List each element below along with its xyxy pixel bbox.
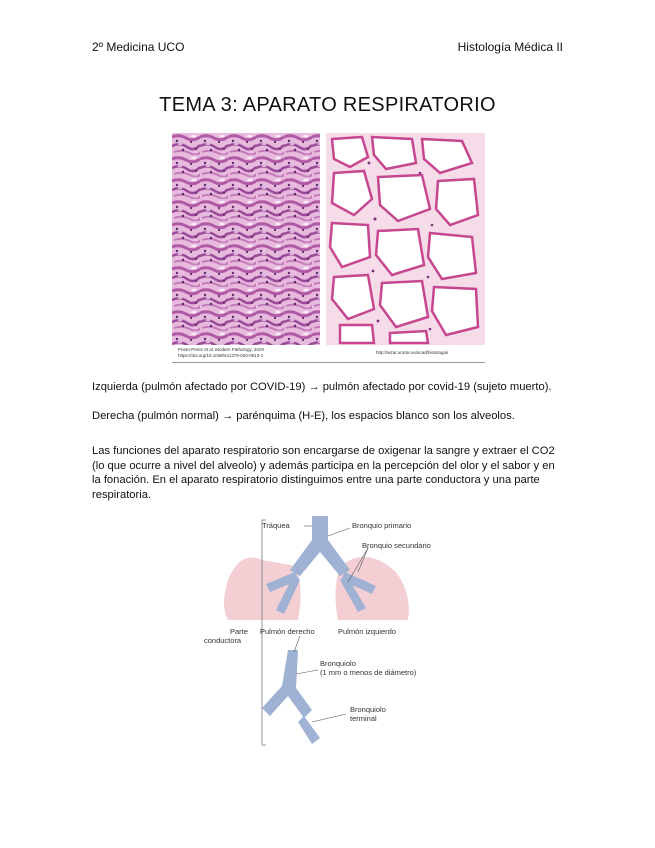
header-course: 2º Medicina UCO	[92, 40, 185, 54]
page-title: TEMA 3: APARATO RESPIRATORIO	[159, 94, 496, 116]
label-secondary-bronchus: Bronquio secundario	[362, 541, 431, 550]
figure-divider	[172, 362, 485, 363]
figure-caption-left	[178, 347, 264, 359]
terminal-bronchiole-shape	[298, 716, 320, 744]
label-trachea: Tráquea	[262, 521, 290, 530]
paragraph-left-description: Izquierda (pulmón afectado por COVID-19) → pulmón afectado por covid-19 (sujeto muerto).	[92, 381, 552, 393]
label-bronchiole-1: Bronquiolo	[320, 659, 356, 668]
normal-lung-image	[326, 133, 485, 345]
label-terminal-bronchiole-1: Bronquiolo	[350, 705, 386, 714]
paragraph-right-description: Derecha (pulmón normal) → parénquima (H-E), los espacios blanco son los alveolos.	[92, 410, 515, 422]
figure-caption-right: http://wzar.unizar.es/acad/histologia/	[376, 350, 449, 355]
histology-figure	[172, 133, 485, 366]
label-terminal-bronchiole-2: terminal	[350, 714, 377, 723]
label-bronchiole-2: (1 mm o menos de diámetro)	[320, 668, 417, 677]
label-left-lung: Pulmón izquierdo	[338, 627, 396, 636]
label-right-lung: Pulmón derecho	[260, 627, 315, 636]
label-conducting-part-1: Parte	[230, 627, 248, 636]
caption-doi: https://doi.org/10.1038/s41379-020-0613-1	[178, 353, 264, 358]
trachea-shape	[312, 516, 328, 540]
bronchiole-shape	[262, 650, 312, 718]
header-subject: Histología Médica II	[457, 40, 563, 54]
covid-lung-image	[172, 133, 320, 345]
caption-citation: Prieto-Perez et al. Modern Pathology, 2020	[178, 347, 264, 352]
primary-bronchi-shape	[290, 540, 350, 576]
label-primary-bronchus: Bronquio primario	[352, 521, 412, 530]
paragraph-functions: Las funciones del aparato respiratorio son encargarse de oxigenar la sangre y extraer el CO2 (lo que ocurre a nivel del alveolo) y además participa en la percepción del olor y el sabor y en la fonación. En el aparato respiratorio distinguimos entre una parte conductora y una parte respiratoria.	[92, 445, 555, 501]
respiratory-tree-diagram	[200, 510, 440, 755]
label-conducting-part-2: conductora	[204, 636, 242, 645]
